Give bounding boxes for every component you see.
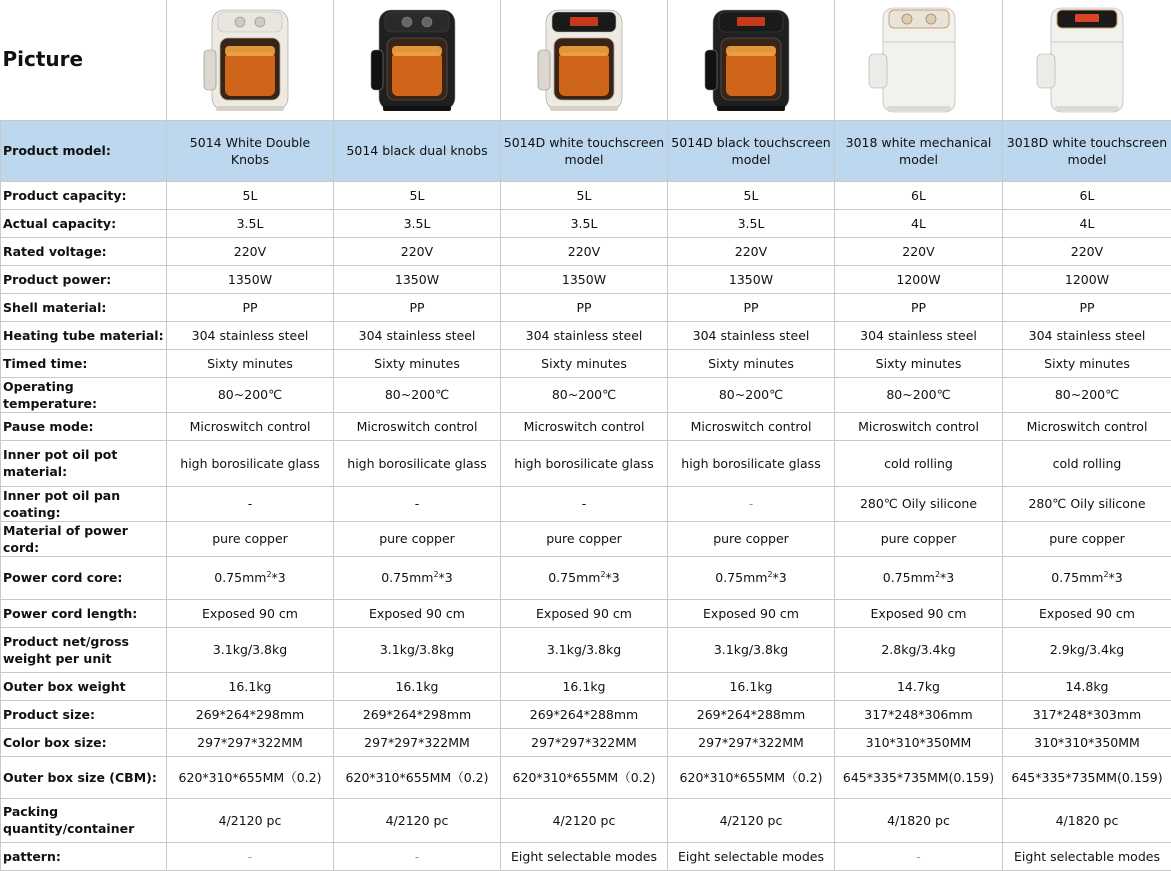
spec-value: - — [668, 486, 835, 521]
spec-value: Exposed 90 cm — [668, 599, 835, 627]
spec-row — [1, 377, 1171, 412]
spec-row — [1, 265, 1171, 293]
handle-icon — [1037, 54, 1055, 88]
spec-row — [1, 672, 1171, 700]
spec-value: 220V — [334, 237, 501, 265]
spec-value: 645*335*735MM(0.159) — [1003, 756, 1171, 798]
spec-value: 317*248*303mm — [1003, 700, 1171, 728]
spec-value: pure copper — [668, 521, 835, 556]
spec-value: Sixty minutes — [167, 349, 334, 377]
spec-value: 269*264*298mm — [167, 700, 334, 728]
spec-label: Pause mode: — [1, 412, 167, 440]
spec-row — [1, 412, 1171, 440]
spec-value: Exposed 90 cm — [501, 599, 668, 627]
spec-value: 269*264*288mm — [501, 700, 668, 728]
spec-label: Timed time: — [1, 349, 167, 377]
spec-value: pure copper — [835, 521, 1003, 556]
handle-icon — [705, 50, 717, 90]
air-fryer-black-dual-knob-icon — [357, 2, 477, 118]
spec-value: 6L — [1003, 181, 1171, 209]
handle-icon — [538, 50, 550, 90]
handle-icon — [371, 50, 383, 90]
spec-value: 304 stainless steel — [668, 321, 835, 349]
spec-value: $0.75mm^2*3$ — [501, 556, 668, 599]
spec-label: Power cord core: — [1, 556, 167, 599]
food-top — [559, 46, 609, 56]
spec-row — [1, 293, 1171, 321]
food-glow — [559, 52, 609, 96]
spec-value: 5014D black touchscreen model — [668, 120, 835, 181]
spec-value: 297*297*322MM — [668, 728, 835, 756]
spec-row — [1, 728, 1171, 756]
fryer-base — [216, 106, 284, 111]
spec-value: 304 stainless steel — [334, 321, 501, 349]
spec-row — [1, 440, 1171, 486]
spec-value: 220V — [668, 237, 835, 265]
spec-value: 645*335*735MM(0.159) — [835, 756, 1003, 798]
spec-value: 5L — [668, 181, 835, 209]
spec-value: 297*297*322MM — [167, 728, 334, 756]
spec-label: Outer box size (CBM): — [1, 756, 167, 798]
spec-value: 3018D white touchscreen model — [1003, 120, 1171, 181]
spec-value: high borosilicate glass — [334, 440, 501, 486]
spec-value: - — [334, 486, 501, 521]
spec-value: 4/2120 pc — [668, 798, 835, 842]
spec-value: pure copper — [167, 521, 334, 556]
spec-value: PP — [835, 293, 1003, 321]
spec-value: 3.5L — [334, 209, 501, 237]
spec-value: high borosilicate glass — [167, 440, 334, 486]
spec-value: Sixty minutes — [1003, 349, 1171, 377]
spec-value: 620*310*655MM（0.2) — [167, 756, 334, 798]
spec-label: pattern: — [1, 842, 167, 870]
spec-value: 6L — [835, 181, 1003, 209]
handle-icon — [204, 50, 216, 90]
knob-icon — [902, 14, 912, 24]
spec-row — [1, 798, 1171, 842]
spec-value: 310*310*350MM — [835, 728, 1003, 756]
spec-value: Eight selectable modes — [668, 842, 835, 870]
spec-value: 2.8kg/3.4kg — [835, 627, 1003, 672]
product-picture-cell — [501, 0, 668, 120]
spec-value: 80~200℃ — [334, 377, 501, 412]
spec-value: 304 stainless steel — [1003, 321, 1171, 349]
spec-value: 1200W — [835, 265, 1003, 293]
spec-value: cold rolling — [835, 440, 1003, 486]
spec-value: 1350W — [668, 265, 835, 293]
spec-value: Exposed 90 cm — [1003, 599, 1171, 627]
spec-value: 1350W — [334, 265, 501, 293]
spec-value: PP — [668, 293, 835, 321]
spec-value: 1350W — [167, 265, 334, 293]
spec-label: Product model: — [1, 120, 167, 181]
spec-label: Rated voltage: — [1, 237, 167, 265]
spec-value: PP — [1003, 293, 1171, 321]
spec-value: 220V — [1003, 237, 1171, 265]
spec-value: 3.1kg/3.8kg — [334, 627, 501, 672]
spec-value: - — [167, 842, 334, 870]
spec-value: 310*310*350MM — [1003, 728, 1171, 756]
spec-value: 4/2120 pc — [167, 798, 334, 842]
spec-row — [1, 700, 1171, 728]
spec-value: 3.5L — [501, 209, 668, 237]
spec-value: Exposed 90 cm — [835, 599, 1003, 627]
food-top — [392, 46, 442, 56]
spec-value: 620*310*655MM（0.2) — [668, 756, 835, 798]
spec-row — [1, 349, 1171, 377]
handle-icon — [869, 54, 887, 88]
spec-value: 5L — [167, 181, 334, 209]
spec-value: 297*297*322MM — [501, 728, 668, 756]
display-icon — [1075, 14, 1099, 22]
spec-value: Eight selectable modes — [501, 842, 668, 870]
product-picture-cell — [1003, 0, 1171, 120]
product-picture-cell — [668, 0, 835, 120]
spec-row — [1, 120, 1171, 181]
spec-value: 269*264*288mm — [668, 700, 835, 728]
fryer-base — [717, 106, 785, 111]
spec-value: 220V — [501, 237, 668, 265]
air-fryer-white-digital-icon — [1027, 2, 1147, 118]
display-icon — [737, 17, 765, 26]
spec-value: 280℃ Oily silicone — [835, 486, 1003, 521]
spec-value: 80~200℃ — [1003, 377, 1171, 412]
spec-value: 620*310*655MM（0.2) — [334, 756, 501, 798]
spec-label: Inner pot oil pan coating: — [1, 486, 167, 521]
food-glow — [392, 52, 442, 96]
spec-value: Microswitch control — [334, 412, 501, 440]
spec-value: 5014 black dual knobs — [334, 120, 501, 181]
knob-icon — [422, 17, 432, 27]
spec-value: pure copper — [501, 521, 668, 556]
spec-row — [1, 599, 1171, 627]
spec-value: Exposed 90 cm — [167, 599, 334, 627]
spec-label: Product net/gross weight per unit — [1, 627, 167, 672]
picture-label: Picture — [1, 0, 167, 120]
spec-value: 14.7kg — [835, 672, 1003, 700]
spec-row — [1, 627, 1171, 672]
spec-value: 220V — [167, 237, 334, 265]
spec-label: Product power: — [1, 265, 167, 293]
spec-row — [1, 556, 1171, 599]
spec-row — [1, 842, 1171, 870]
spec-value: pure copper — [1003, 521, 1171, 556]
spec-row — [1, 181, 1171, 209]
spec-value: 4L — [835, 209, 1003, 237]
spec-value: 14.8kg — [1003, 672, 1171, 700]
food-top — [225, 46, 275, 56]
spec-value: - — [167, 486, 334, 521]
spec-value: 1350W — [501, 265, 668, 293]
spec-label: Color box size: — [1, 728, 167, 756]
spec-value: Microswitch control — [167, 412, 334, 440]
spec-value: 3.1kg/3.8kg — [501, 627, 668, 672]
spec-value: 2.9kg/3.4kg — [1003, 627, 1171, 672]
spec-value: 304 stainless steel — [501, 321, 668, 349]
air-fryer-white-mechanical-icon — [859, 2, 979, 118]
food-top — [726, 46, 776, 56]
spec-label: Outer box weight — [1, 672, 167, 700]
fryer-base — [1055, 106, 1119, 111]
spec-value: 3.5L — [668, 209, 835, 237]
spec-value: 5L — [334, 181, 501, 209]
spec-value: 269*264*298mm — [334, 700, 501, 728]
spec-row — [1, 521, 1171, 556]
fryer-base — [887, 106, 951, 111]
spec-value: - — [835, 842, 1003, 870]
spec-value: 4/2120 pc — [501, 798, 668, 842]
spec-label: Material of power cord: — [1, 521, 167, 556]
spec-value: 3.5L — [167, 209, 334, 237]
spec-value: cold rolling — [1003, 440, 1171, 486]
spec-value: 317*248*306mm — [835, 700, 1003, 728]
spec-row — [1, 209, 1171, 237]
spec-label: Product capacity: — [1, 181, 167, 209]
spec-value: 297*297*322MM — [334, 728, 501, 756]
spec-value: high borosilicate glass — [668, 440, 835, 486]
spec-value: 4/1820 pc — [835, 798, 1003, 842]
spec-value: 3.1kg/3.8kg — [668, 627, 835, 672]
spec-value: Exposed 90 cm — [334, 599, 501, 627]
spec-value: Sixty minutes — [334, 349, 501, 377]
knob-icon — [255, 17, 265, 27]
spec-label: Operating temperature: — [1, 377, 167, 412]
spec-value: $0.75mm^2*3$ — [668, 556, 835, 599]
spec-value: 5014 White Double Knobs — [167, 120, 334, 181]
spec-value: 4/1820 pc — [1003, 798, 1171, 842]
air-fryer-black-touchscreen-icon — [691, 2, 811, 118]
spec-value: 80~200℃ — [501, 377, 668, 412]
spec-value: 4L — [1003, 209, 1171, 237]
spec-label: Inner pot oil pot material: — [1, 440, 167, 486]
spec-label: Heating tube material: — [1, 321, 167, 349]
spec-value: $0.75mm^2*3$ — [334, 556, 501, 599]
product-picture-cell — [835, 0, 1003, 120]
spec-value: Microswitch control — [501, 412, 668, 440]
air-fryer-white-touchscreen-icon — [524, 2, 644, 118]
spec-row — [1, 756, 1171, 798]
fryer-base — [383, 106, 451, 111]
spec-value: 304 stainless steel — [835, 321, 1003, 349]
spec-value: 80~200℃ — [835, 377, 1003, 412]
knob-icon — [402, 17, 412, 27]
spec-value: 5L — [501, 181, 668, 209]
spec-value: - — [501, 486, 668, 521]
spec-value: PP — [334, 293, 501, 321]
spec-value: 5014D white touchscreen model — [501, 120, 668, 181]
spec-value: Eight selectable modes — [1003, 842, 1171, 870]
spec-value: 3018 white mechanical model — [835, 120, 1003, 181]
picture-row — [1, 0, 1171, 120]
display-icon — [570, 17, 598, 26]
spec-value: 16.1kg — [501, 672, 668, 700]
spec-value: 220V — [835, 237, 1003, 265]
spec-value: $0.75mm^2*3$ — [1003, 556, 1171, 599]
spec-value: Sixty minutes — [835, 349, 1003, 377]
spec-value: 80~200℃ — [167, 377, 334, 412]
spec-label: Packing quantity/container — [1, 798, 167, 842]
spec-value: 4/2120 pc — [334, 798, 501, 842]
spec-value: 620*310*655MM（0.2) — [501, 756, 668, 798]
spec-value: $0.75mm^2*3$ — [835, 556, 1003, 599]
spec-value: PP — [167, 293, 334, 321]
spec-value: 1200W — [1003, 265, 1171, 293]
knob-icon — [926, 14, 936, 24]
spec-label: Power cord length: — [1, 599, 167, 627]
spec-value: Sixty minutes — [501, 349, 668, 377]
spec-value: 304 stainless steel — [167, 321, 334, 349]
control-panel — [218, 12, 282, 32]
spec-label: Shell material: — [1, 293, 167, 321]
spec-value: high borosilicate glass — [501, 440, 668, 486]
control-panel — [889, 10, 949, 28]
spec-value: $0.75mm^2*3$ — [167, 556, 334, 599]
spec-value: 80~200℃ — [668, 377, 835, 412]
spec-value: 3.1kg/3.8kg — [167, 627, 334, 672]
knob-icon — [235, 17, 245, 27]
spec-value: PP — [501, 293, 668, 321]
spec-row — [1, 321, 1171, 349]
control-panel — [385, 12, 449, 32]
spec-value: Microswitch control — [835, 412, 1003, 440]
fryer-base — [550, 106, 618, 111]
air-fryer-white-double-knob-icon — [190, 2, 310, 118]
spec-value: 16.1kg — [167, 672, 334, 700]
spec-value: 16.1kg — [668, 672, 835, 700]
spec-value: - — [334, 842, 501, 870]
spec-value: Microswitch control — [1003, 412, 1171, 440]
spec-value: Microswitch control — [668, 412, 835, 440]
spec-row — [1, 237, 1171, 265]
spec-value: Sixty minutes — [668, 349, 835, 377]
spec-value: 280℃ Oily silicone — [1003, 486, 1171, 521]
spec-label: Product size: — [1, 700, 167, 728]
spec-row — [1, 486, 1171, 521]
product-picture-cell — [334, 0, 501, 120]
spec-value: pure copper — [334, 521, 501, 556]
spec-value: 16.1kg — [334, 672, 501, 700]
food-glow — [726, 52, 776, 96]
product-picture-cell — [167, 0, 334, 120]
food-glow — [225, 52, 275, 96]
spec-label: Actual capacity: — [1, 209, 167, 237]
